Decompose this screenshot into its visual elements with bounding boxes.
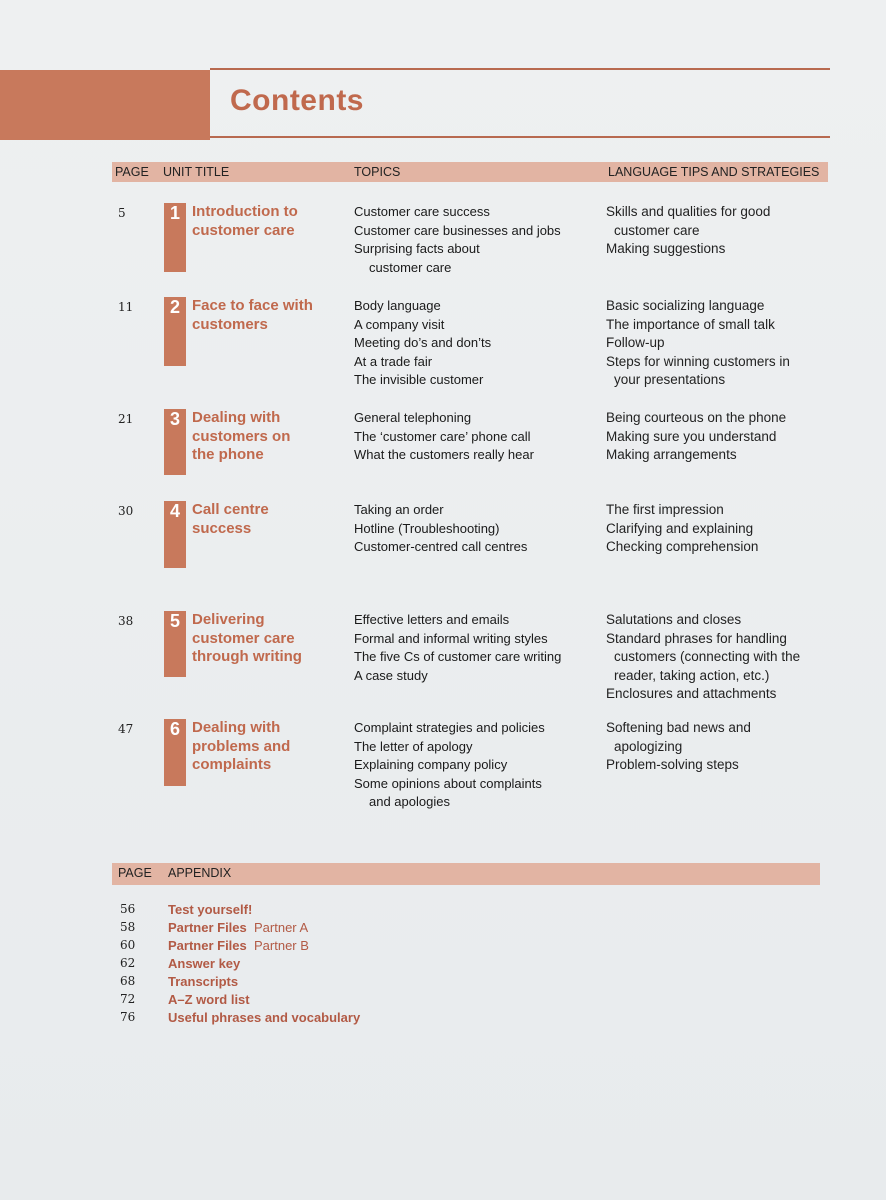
appendix-subtitle: Partner A [254,920,309,935]
tip-item: The first impression [606,502,724,517]
unit-number: 3 [169,409,180,429]
unit-tips [606,611,800,704]
topic-item: The letter of apology [354,738,473,754]
tip-item: Standard phrases for handling [606,630,787,646]
tip-item: Clarifying and explaining [606,520,754,536]
unit-tips [606,409,786,465]
unit-number: 4 [169,501,180,521]
tip-item: Enclosures and attachments [606,686,777,701]
tip-item: Being courteous on the phone [606,410,787,425]
topic-item: customer care [369,259,452,275]
tip-item: reader, taking action, etc.) [614,667,770,683]
appendix-page-number: 60 [120,938,136,952]
unit-page-number[interactable]: 21 [118,412,134,426]
unit-number: 2 [169,297,180,317]
tip-item: Basic socializing language [606,298,765,313]
unit-tips [606,203,770,259]
appendix-page-number: 68 [120,974,136,988]
header-rule-top [210,68,830,70]
unit-tips [606,297,790,390]
tip-item: your presentations [614,372,726,387]
topic-item: and apologies [369,794,450,809]
topic-item: General telephoning [354,410,472,425]
appendix-title[interactable]: Answer key [168,956,241,971]
tip-item: Problem-solving steps [606,757,739,772]
appendix-column-page: PAGE [118,866,152,880]
appendix-title-main: Partner Files [168,938,247,953]
tip-item: Making arrangements [606,447,737,462]
topic-item: Explaining company policy [354,757,508,772]
unit-topics [354,297,491,390]
appendix-item[interactable] [0,920,886,938]
unit-number: 6 [169,719,180,739]
appendix-page-number: 58 [120,920,136,934]
appendix-header [112,863,820,885]
unit-title[interactable]: Introduction to customer care [192,203,298,239]
tip-item: Salutations and closes [606,612,742,627]
unit-title[interactable]: Face to face with customers [192,297,313,333]
topic-item: Customer-centred call centres [354,539,528,554]
unit-title[interactable]: Call centre success [192,501,269,537]
tip-item: The importance of small talk [606,316,775,332]
unit-number: 5 [169,611,180,631]
appendix-item[interactable] [0,938,886,956]
appendix-item[interactable] [0,902,886,920]
appendix-title[interactable] [168,920,308,935]
unit-topics [354,203,561,277]
appendix-title[interactable]: A–Z word list [168,992,250,1007]
appendix-page-number: 56 [120,902,136,916]
topic-item: The ‘customer care’ phone call [354,428,531,444]
tip-item: Follow-up [606,335,665,350]
topic-item: Customer care businesses and jobs [354,222,561,238]
tip-item: Making suggestions [606,241,726,256]
appendix-title[interactable] [168,938,309,953]
appendix-page-number: 76 [120,1010,136,1024]
unit-tips [606,501,758,557]
topic-item: Customer care success [354,204,490,219]
unit-topics [354,719,545,812]
appendix-title-main: Partner Files [168,920,247,935]
appendix-item[interactable] [0,956,886,974]
header-accent-block [0,70,210,140]
header-rule-bottom [210,136,830,138]
topic-item: Taking an order [354,502,444,517]
unit-title[interactable]: Delivering customer care through writing [192,611,302,665]
appendix-page-number: 72 [120,992,136,1006]
topic-item: What the customers really hear [354,447,534,462]
tip-item: customer care [614,222,700,238]
unit-topics [354,501,527,557]
appendix-page-number: 62 [120,956,136,970]
unit-topics [354,409,534,465]
topic-item: Effective letters and emails [354,612,510,627]
tip-item: customers (connecting with the [614,649,801,664]
unit-page-number[interactable]: 47 [118,722,134,736]
unit-page-number[interactable]: 11 [118,300,134,314]
tip-item: Skills and qualities for good [606,204,771,219]
topic-item: The five Cs of customer care writing [354,649,562,664]
unit-page-number[interactable]: 30 [118,504,134,518]
topic-item: Surprising facts about [354,241,480,256]
appendix-title[interactable]: Useful phrases and vocabulary [168,1010,361,1025]
appendix-column-title: APPENDIX [168,866,232,880]
column-tips: LANGUAGE TIPS AND STRATEGIES [608,165,820,179]
page-title: Contents [230,84,364,117]
tip-item: Steps for winning customers in [606,353,790,369]
column-topics: TOPICS [354,165,401,179]
unit-page-number[interactable]: 38 [118,614,134,628]
topic-item: The invisible customer [354,372,484,387]
unit-topics [354,611,561,685]
appendix-item[interactable] [0,1010,886,1028]
topic-item: Some opinions about complaints [354,775,542,791]
topic-item: Formal and informal writing styles [354,630,548,646]
column-page: PAGE [115,165,149,179]
topic-item: A company visit [354,316,445,332]
topic-item: Meeting do’s and don’ts [354,335,492,350]
topic-item: Complaint strategies and policies [354,720,545,735]
topic-item: A case study [354,667,428,683]
unit-title[interactable]: Dealing with customers on the phone [192,409,291,463]
tip-item: Softening bad news and [606,720,751,735]
topic-item: At a trade fair [354,353,433,369]
appendix-title[interactable]: Test yourself! [168,902,253,917]
contents-column-header [112,162,828,182]
unit-number: 1 [169,203,180,223]
topic-item: Hotline (Troubleshooting) [354,520,500,536]
tip-item: apologizing [614,738,683,754]
topic-item: Body language [354,298,441,313]
unit-tips [606,719,751,775]
unit-title[interactable]: Dealing with problems and complaints [192,719,291,773]
tip-item: Making sure you understand [606,428,777,444]
appendix-subtitle: Partner B [254,938,309,953]
appendix-item[interactable] [0,974,886,992]
unit-page-number[interactable]: 5 [118,206,126,220]
column-unit-title: UNIT TITLE [163,165,230,179]
appendix-item[interactable] [0,992,886,1010]
appendix-title[interactable]: Transcripts [168,974,239,989]
tip-item: Checking comprehension [606,539,759,554]
